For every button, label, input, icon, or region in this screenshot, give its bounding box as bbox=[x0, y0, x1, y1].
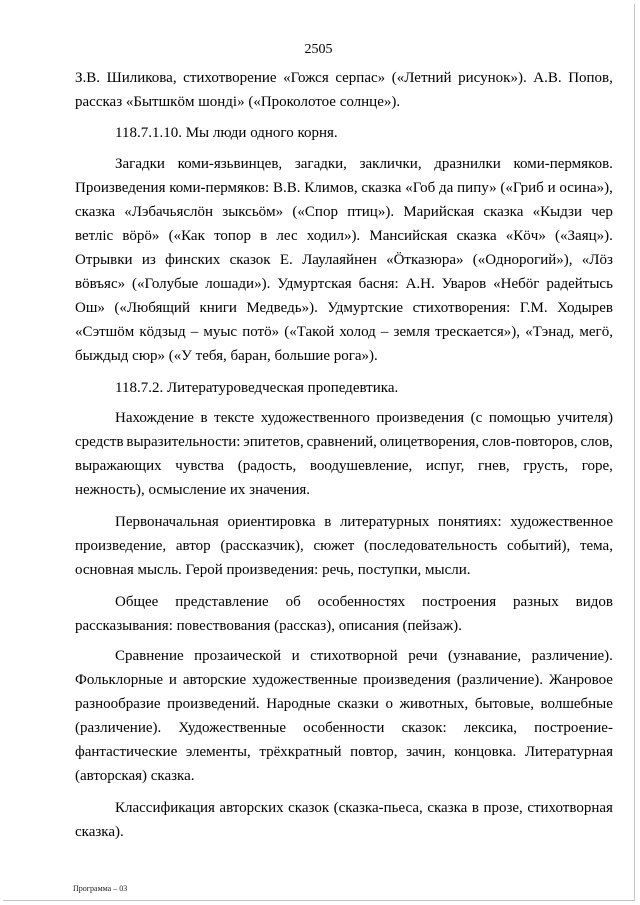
text-line: 118.7.2. Литературоведческая пропедевтика. bbox=[115, 380, 399, 396]
text-line: ветлiс вӧрӧ» («Как топор в лес ходил»). Мансийская сказка «Кӧч» («Заяц»). bbox=[75, 228, 613, 244]
text-line: сказка). bbox=[75, 824, 124, 840]
text-line: разнообразие произведений. Народные сказки о животных, бытовые, волшебные bbox=[75, 696, 613, 712]
text-line: вӧвъяс» («Голубые лошади»). Удмуртская басня: А.Н. Уваров «Небӧг радейтысь bbox=[75, 276, 613, 292]
text-line: Ош» («Любящий книги Медведь»). Удмуртские стихотворения: Г.М. Ходырев bbox=[75, 300, 613, 316]
text-line: Отрывки из финских сказок Е. Лаулаяйнен «Ӧтказюра» («Однорогий»), «Лӧз bbox=[75, 252, 613, 268]
text-line: Общее представление об особенностях построения разных видов bbox=[115, 594, 613, 610]
text-line: Загадки коми-язьвинцев, загадки, заклички, дразнилки коми-пермяков. bbox=[115, 156, 613, 172]
text-line: Нахождение в тексте художественного произведения (с помощью учителя) bbox=[115, 410, 613, 426]
text-line: З.В. Шиликова, стихотворение «Гожся серпас» («Летний рисунок»). А.В. Попов, bbox=[75, 70, 613, 86]
text-line: нежность), осмысление их значения. bbox=[75, 482, 311, 498]
text-line: произведение, автор (рассказчик), сюжет (последовательность событий), тема, bbox=[75, 538, 613, 554]
document-page bbox=[3, 4, 635, 901]
text-line: 118.7.1.10. Мы люди одного корня. bbox=[115, 125, 338, 141]
page-number: 2505 bbox=[304, 42, 333, 57]
text-line: (авторская) сказка. bbox=[75, 768, 195, 784]
text-line: «Сэтшӧм кӧдзыд – муыс потӧ» («Такой холод – земля трескается»), «Тэнад, мегӧ, bbox=[75, 324, 613, 340]
text-line: фантастические элементы, трёхкратный повтор, зачин, концовка. Литературная bbox=[75, 744, 613, 760]
text-line: Фольклорные и авторские художественные произведения (различение). Жанровое bbox=[75, 672, 613, 688]
text-line: средств выразительности: эпитетов, сравнений, олицетворения, слов-повторов, слов, bbox=[75, 434, 613, 450]
text-line: сказка «Лэбачьяслӧн зыксьӧм» («Спор птиц»). Марийская сказка «Кыдзи чер bbox=[75, 204, 613, 220]
text-line: рассказывания: повествования (рассказ), описания (пейзаж). bbox=[75, 618, 462, 634]
text-line: быждыд сюр» («У тебя, баран, большие рога»). bbox=[75, 348, 378, 364]
text-line: Произведения коми-пермяков: В.В. Климов, сказка «Гоб да пипу» («Гриб и осина»), bbox=[75, 180, 613, 196]
text-line: выражающих чувства (радость, воодушевление, испуг, гнев, грусть, горе, bbox=[75, 458, 613, 474]
text-line: (различение). Художественные особенности сказок: лексика, построение- bbox=[75, 720, 613, 736]
text-line: Первоначальная ориентировка в литературных понятиях: художественное bbox=[115, 514, 613, 530]
text-line: Сравнение прозаической и стихотворной речи (узнавание, различение). bbox=[115, 648, 613, 664]
footer-label: Программа – 03 bbox=[73, 884, 128, 893]
text-line: рассказ «Бытшкӧм шондi» («Проколотое солнце»). bbox=[75, 94, 401, 110]
text-line: Классификация авторских сказок (сказка-пьеса, сказка в прозе, стихотворная bbox=[115, 800, 613, 816]
text-line: основная мысль. Герой произведения: речь, поступки, мысли. bbox=[75, 562, 471, 578]
